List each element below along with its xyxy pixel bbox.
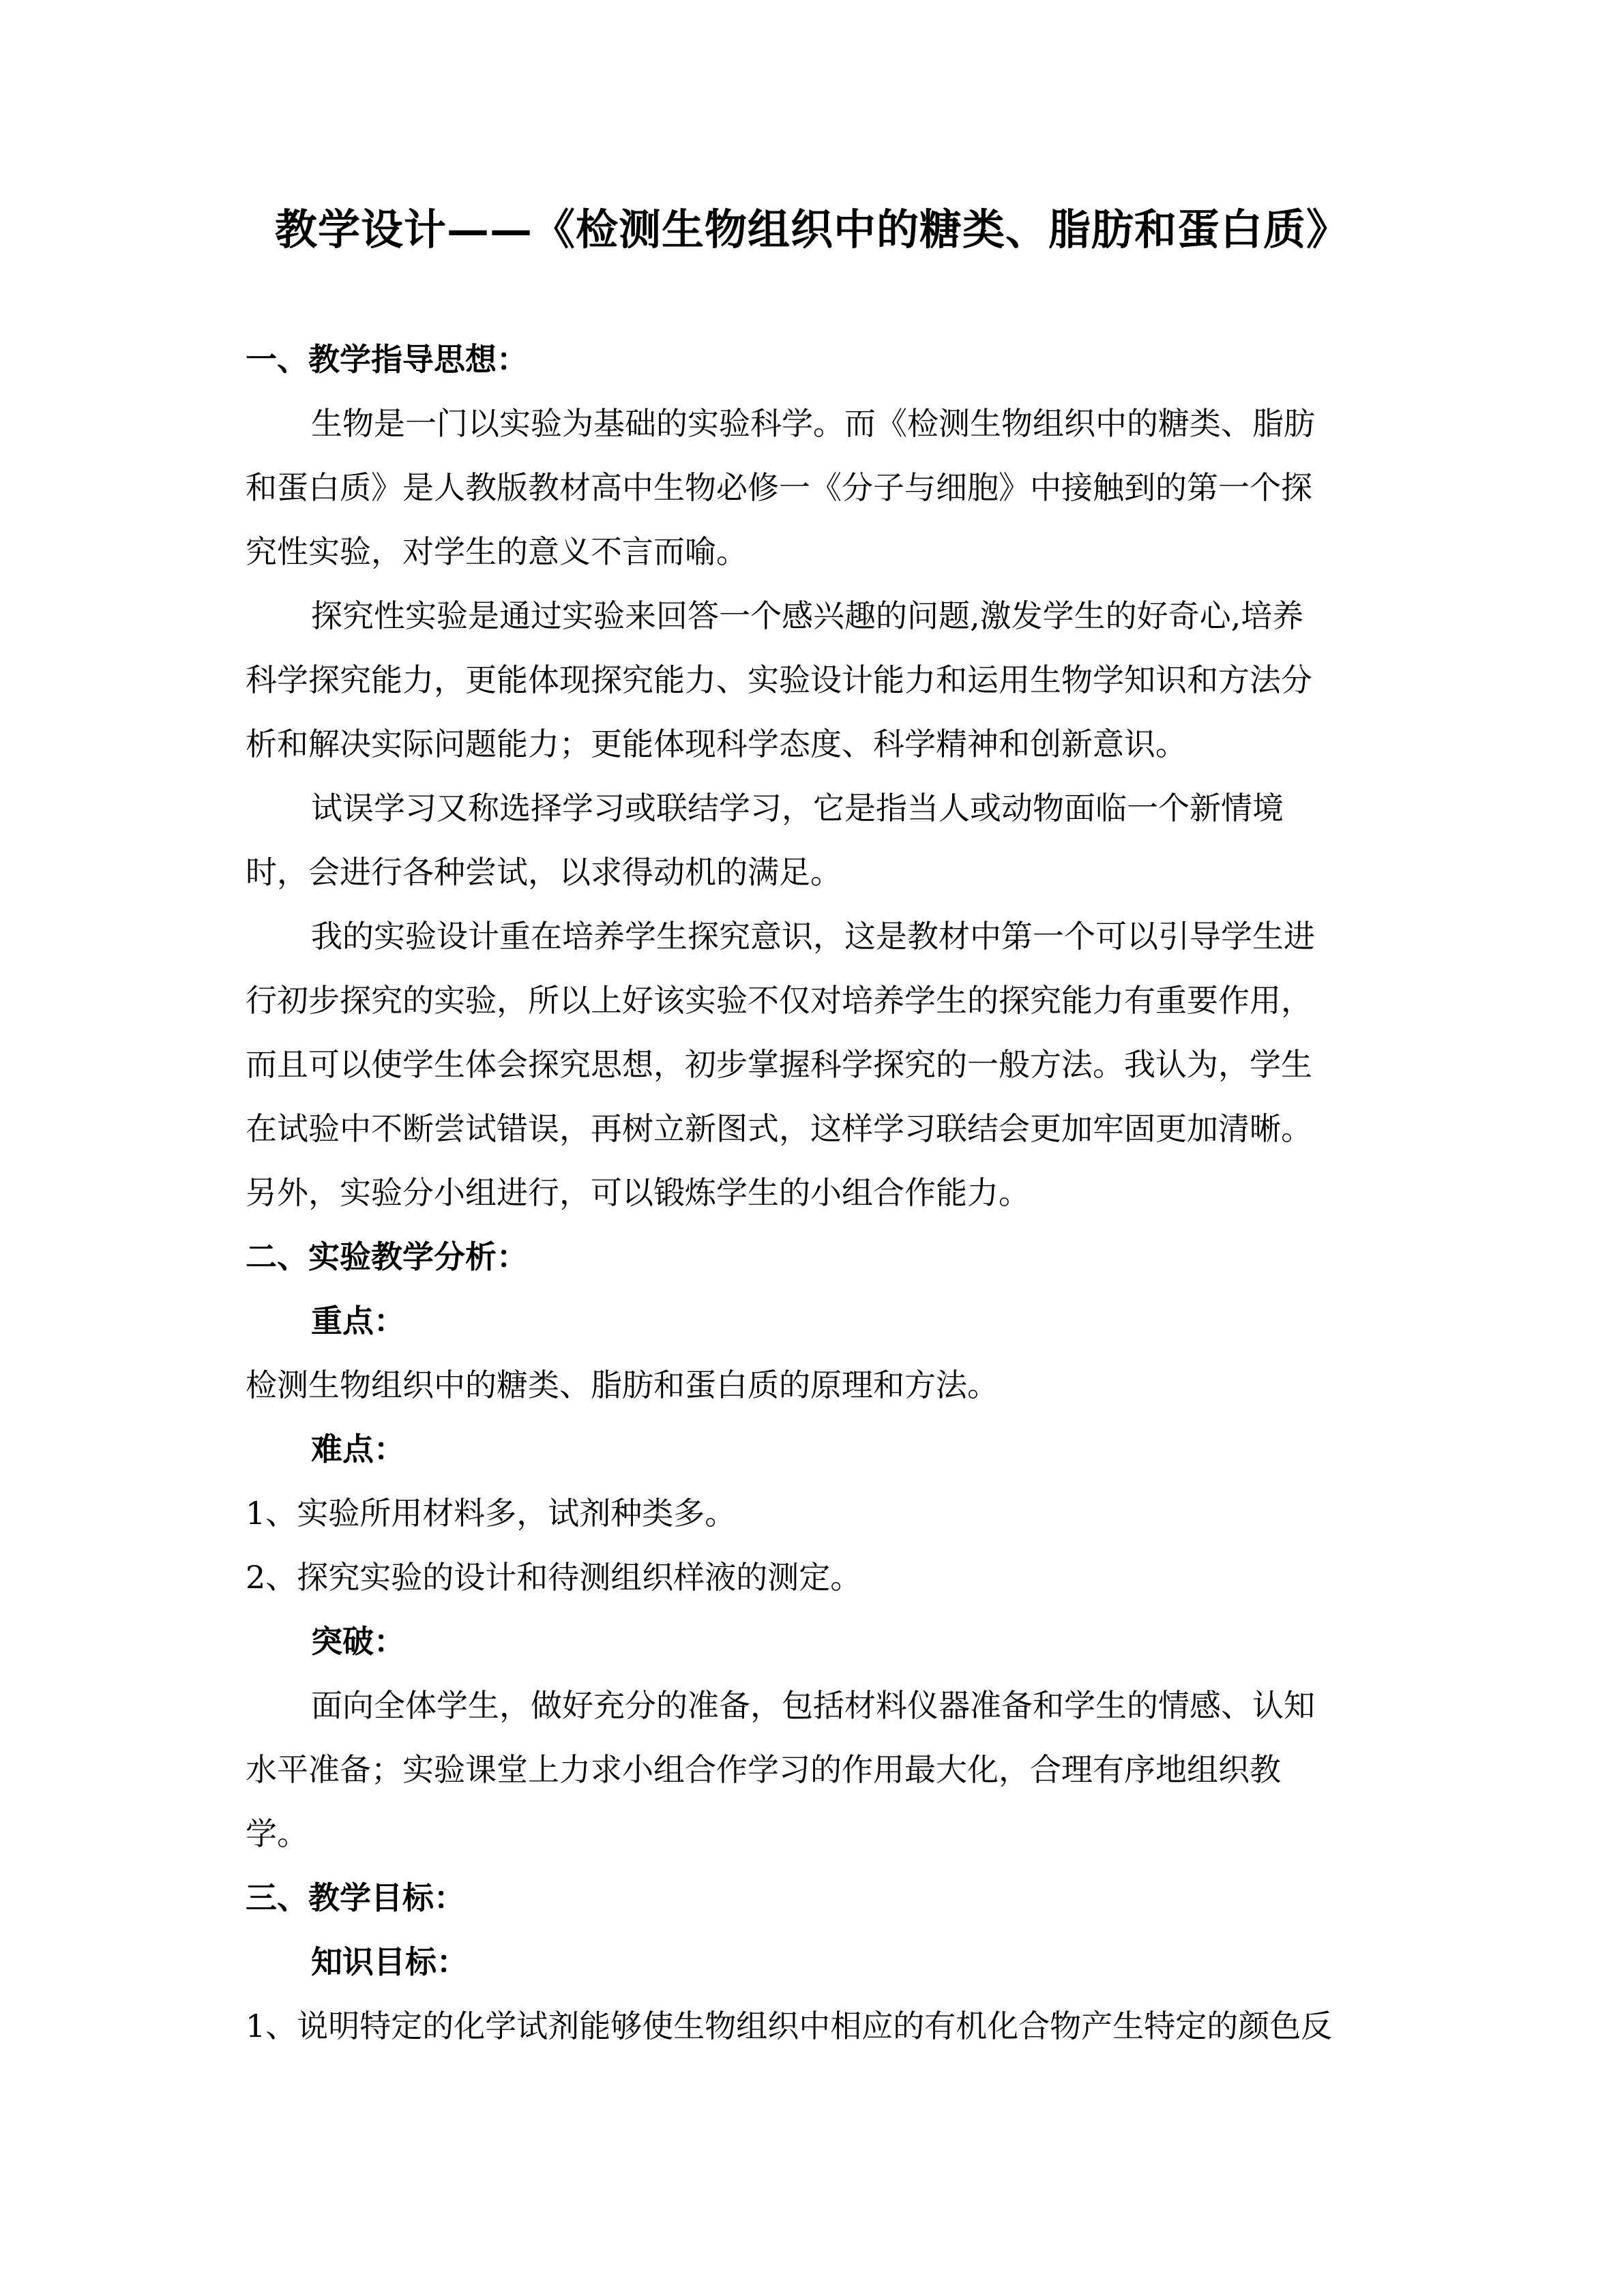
text-line: 1、说明特定的化学试剂能够使生物组织中相应的有机化合物产生特定的颜色反 (246, 2008, 1333, 2044)
text-line: 1、实验所用材料多，试剂种类多。 (246, 1495, 737, 1532)
subsection-heading: 突破： (311, 1623, 405, 1660)
paragraph-first-line: 生物是一门以实验为基础的实验科学。而《检测生物组织中的糖类、脂肪 (311, 405, 1315, 442)
text-line: 2、探究实验的设计和待测组织样液的测定。 (246, 1559, 862, 1596)
document-title: 教学设计——《检测生物组织中的糖类、脂肪和蛋白质》 (274, 205, 1349, 254)
text-line: 在试验中不断尝试错误，再树立新图式，这样学习联结会更加牢固更加清晰。 (246, 1110, 1312, 1147)
text-line: 检测生物组织中的糖类、脂肪和蛋白质的原理和方法。 (246, 1367, 999, 1403)
text-line: 时，会进行各种尝试，以求得动机的满足。 (246, 854, 842, 891)
text-line: 学。 (246, 1815, 308, 1852)
text-line: 科学探究能力，更能体现探究能力、实验设计能力和运用生物学知识和方法分 (246, 661, 1312, 698)
text-line: 行初步探究的实验，所以上好该实验不仅对培养学生的探究能力有重要作用， (246, 982, 1312, 1019)
subsection-heading: 难点： (311, 1431, 405, 1467)
section-heading: 三、教学目标： (246, 1879, 465, 1916)
document-body (246, 327, 1385, 2058)
text-line: 水平准备；实验课堂上力求小组合作学习的作用最大化，合理有序地组织教 (246, 1751, 1281, 1788)
text-line: 而且可以使学生体会探究思想，初步掌握科学探究的一般方法。我认为，学生 (246, 1046, 1312, 1083)
paragraph-first-line: 面向全体学生，做好充分的准备，包括材料仪器准备和学生的情感、认知 (311, 1687, 1315, 1724)
text-line: 析和解决实际问题能力；更能体现科学态度、科学精神和创新意识。 (246, 726, 1187, 762)
text-line: 究性实验，对学生的意义不言而喻。 (246, 533, 748, 570)
text-line: 另外，实验分小组进行，可以锻炼学生的小组合作能力。 (246, 1174, 1030, 1211)
subsection-heading: 重点： (311, 1302, 405, 1339)
paragraph-first-line: 我的实验设计重在培养学生探究意识，这是教材中第一个可以引导学生进 (311, 918, 1315, 955)
section-heading: 二、实验教学分析： (246, 1238, 528, 1275)
text-line: 和蛋白质》是人教版教材高中生物必修一《分子与细胞》中接触到的第一个探 (246, 469, 1312, 506)
paragraph-first-line: 试误学习又称选择学习或联结学习，它是指当人或动物面临一个新情境 (311, 790, 1284, 826)
section-heading: 一、教学指导思想： (246, 341, 528, 378)
subsection-heading: 知识目标： (311, 1943, 468, 1980)
paragraph-first-line: 探究性实验是通过实验来回答一个感兴趣的问题,激发学生的好奇心,培养 (311, 597, 1304, 634)
